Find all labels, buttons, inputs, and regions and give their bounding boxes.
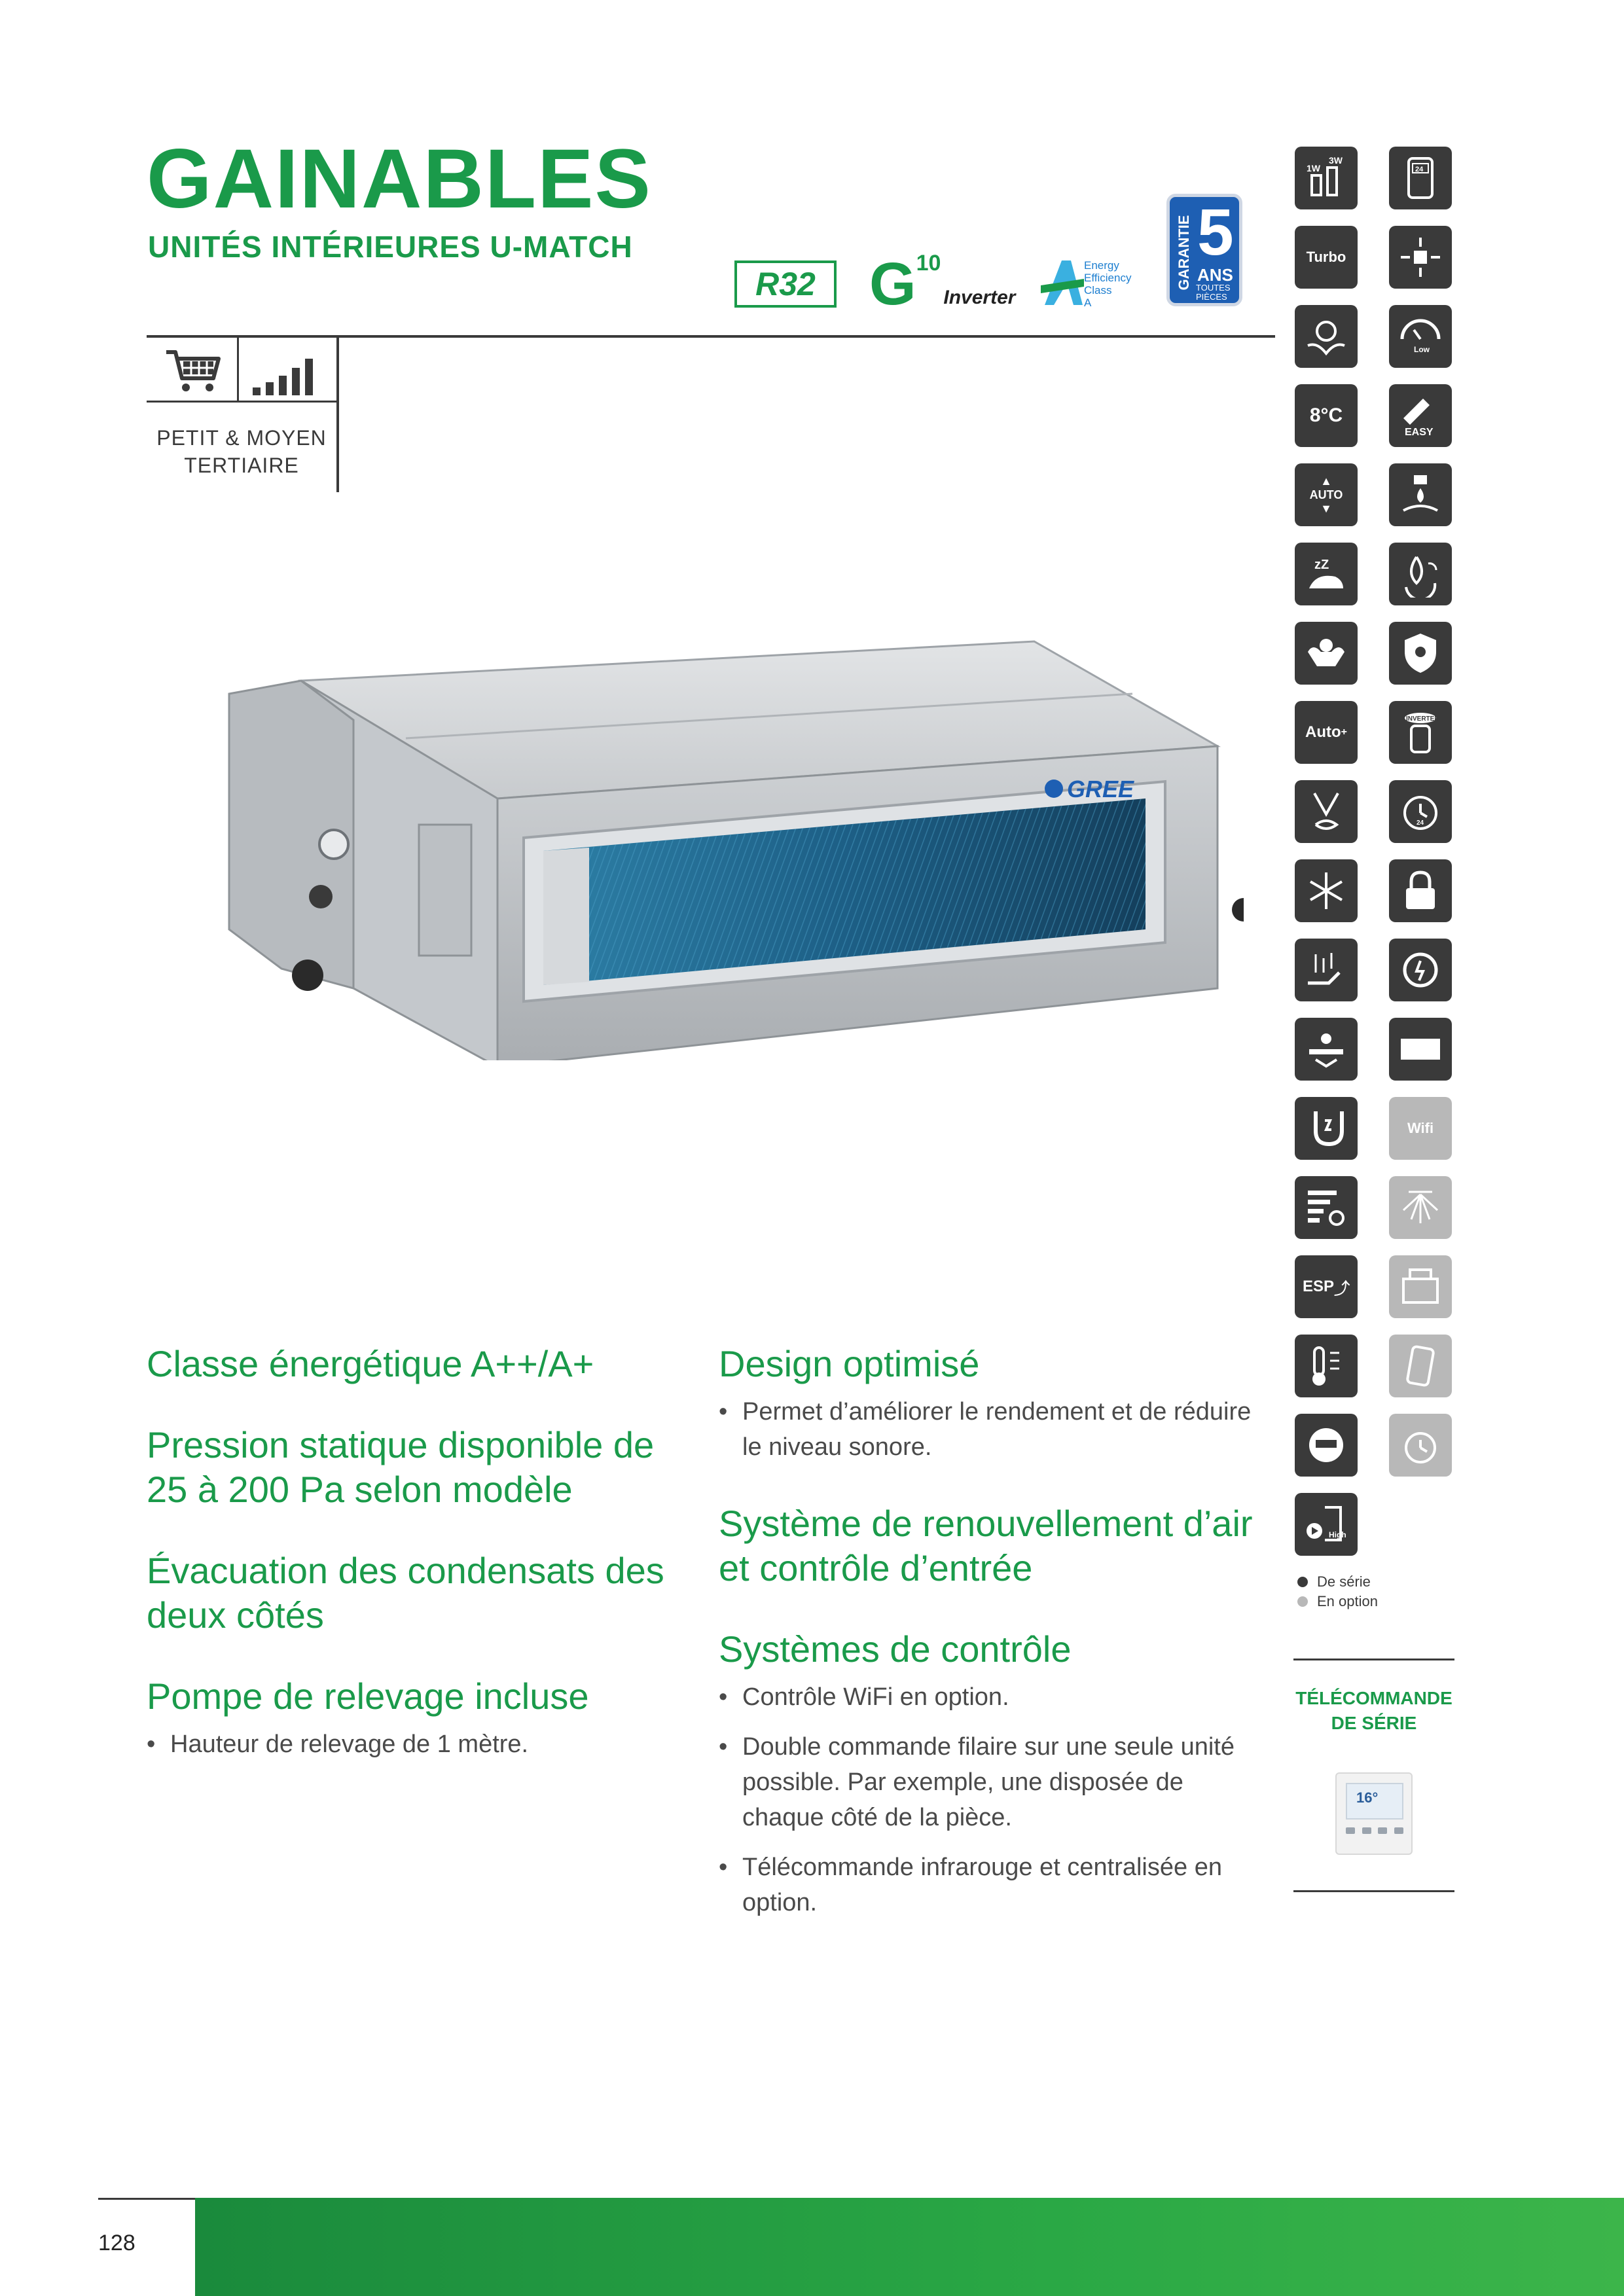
r32-logo: R32 [734,260,837,308]
ducted-unit-image [223,622,1244,1060]
footer-green-bar [195,2198,1624,2296]
feature-bullet: • Permet d’améliorer le rendement et de réduire le niveau sonore. [719,1394,1269,1465]
standard-dot-icon [1297,1577,1308,1587]
feature-bullet: • Contrôle WiFi en option. [719,1679,1269,1715]
compact-icon [1389,226,1452,289]
wifi-option-icon: Wifi [1389,1097,1452,1160]
timer-clock-icon [1389,780,1452,843]
feature-bullet: • Télécommande infrarouge et centralisée en option. [719,1850,1269,1920]
easy-maintenance-icon [1389,384,1452,447]
category-separator [237,338,239,401]
features-left-column [147,1342,696,1799]
alarm-option-icon [1389,1414,1452,1477]
signal-bars-icon [251,356,323,397]
category-label: PETIT & MOYEN TERTIAIRE [156,426,327,477]
feature-heading: Pompe de relevage incluse [147,1676,589,1717]
g10-word: Inverter [943,287,1016,308]
page-subtitle: UNITÉS INTÉRIEURES U-MATCH [148,230,633,264]
auto-swing-icon: ▲ AUTO ▼ [1295,463,1358,526]
strong-icon [1295,622,1358,685]
shopping-cart-icon [164,348,223,394]
self-diagnosis-icon [1295,939,1358,1001]
svg-text:zZ: zZ [1314,558,1329,572]
wide-panel-icon [1389,1018,1452,1081]
feature-block [719,1342,1269,1465]
svg-text:INVERTER: INVERTER [1406,715,1439,723]
energy-saving-icon [1295,305,1358,368]
energy-efficiency-logo [1041,257,1139,309]
svg-text:Low: Low [1414,345,1430,354]
feature-heading: Pression statique disponible de 25 à 200 Pa selon modèle [147,1424,655,1510]
page-title: GAINABLES [147,132,652,226]
air-distribution-option-icon [1389,1176,1452,1239]
remote-buttons [1346,1827,1403,1843]
category-rule [147,335,338,338]
feature-heading: Systèmes de contrôle [719,1628,1072,1670]
high-static-icon [1295,1493,1358,1556]
warranty-vertical-text: GARANTIE [1176,215,1192,291]
svg-text:24: 24 [1415,166,1424,173]
feature-bullet: • Hauteur de relevage de 1 mètre. [147,1727,696,1762]
optional-dot-icon [1297,1596,1308,1607]
condensate-drain-icon [1389,463,1452,526]
wired-remote-image [1335,1772,1413,1855]
feature-bullet: • Double commande filaire sur une seule unité possible. Par exemple, une disposée de chaque côté de la pièce. [719,1729,1269,1835]
feature-block [719,1627,1269,1920]
feature-block [147,1549,696,1638]
feature-heading: Classe énergétique A++/A+ [147,1343,594,1384]
low-noise-icon [1389,305,1452,368]
heating-mode-icon [1295,1018,1358,1081]
page-number: 128 [98,2231,135,2255]
turbo-icon: Turbo [1295,226,1358,289]
remote-rule-top [1293,1659,1454,1660]
timer-24h-icon [1389,147,1452,209]
protection-icon [1389,622,1452,685]
feature-heading: Design optimisé [719,1343,980,1384]
energy-a-icon [1041,257,1087,309]
humidity-control-icon [1389,543,1452,605]
panel-option-icon [1389,1255,1452,1318]
warranty-badge [1166,194,1242,306]
child-lock-icon [1389,859,1452,922]
category-mid-rule [147,401,338,403]
svg-text:3W: 3W [1329,155,1343,166]
drain-pump-icon [1295,1097,1358,1160]
auto-plus-icon: Auto + [1295,701,1358,764]
feature-block [719,1501,1269,1590]
category-right-rule [336,338,339,492]
svg-text:GREE: GREE [1067,776,1134,802]
remote-rule-bottom [1293,1890,1454,1892]
features-right-column [719,1342,1269,1957]
legend-optional: En option [1297,1592,1378,1611]
svg-text:24: 24 [1416,819,1424,827]
esp-icon: ESP ⤴ [1295,1255,1358,1318]
warranty-number: 5 [1197,196,1234,269]
feature-block [147,1342,696,1386]
thermostat-icon [1295,1335,1358,1397]
remote-temp: 16° [1356,1789,1379,1806]
heating-8c-icon: 8°C [1295,384,1358,447]
feature-heading: Système de renouvellement d’air et contrôle d’entrée [719,1503,1253,1588]
display-panel-icon [1295,1414,1358,1477]
g10-superscript: 10 [916,251,941,276]
svg-text:EASY: EASY [1405,427,1434,438]
sleep-icon [1295,543,1358,605]
led-remote-option-icon [1389,1335,1452,1397]
feature-block [147,1423,696,1512]
legend-standard: De série [1297,1572,1378,1592]
icon-legend [1297,1572,1378,1611]
multi-speed-fan-icon [1295,1176,1358,1239]
power-consumption-icon [1295,147,1358,209]
inverter-icon [1389,701,1452,764]
g10-letter: G [869,251,916,317]
anti-frost-icon [1295,859,1358,922]
feature-block [147,1674,696,1762]
warranty-parts: TOUTES PIÈCES [1196,283,1231,302]
auto-restart-icon [1389,939,1452,1001]
filter-clean-icon [1295,780,1358,843]
energy-text: Energy Efficiency Class A [1084,259,1132,309]
remote-label: TÉLÉCOMMANDE DE SÉRIE [1295,1688,1453,1733]
g10-inverter-logo [869,251,1016,317]
warranty-years: ANS [1197,265,1233,285]
svg-text:1W: 1W [1307,163,1320,173]
footer-rule [98,2198,196,2200]
feature-heading: Évacuation des condensats des deux côtés [147,1550,664,1636]
svg-text:High: High [1329,1530,1346,1539]
